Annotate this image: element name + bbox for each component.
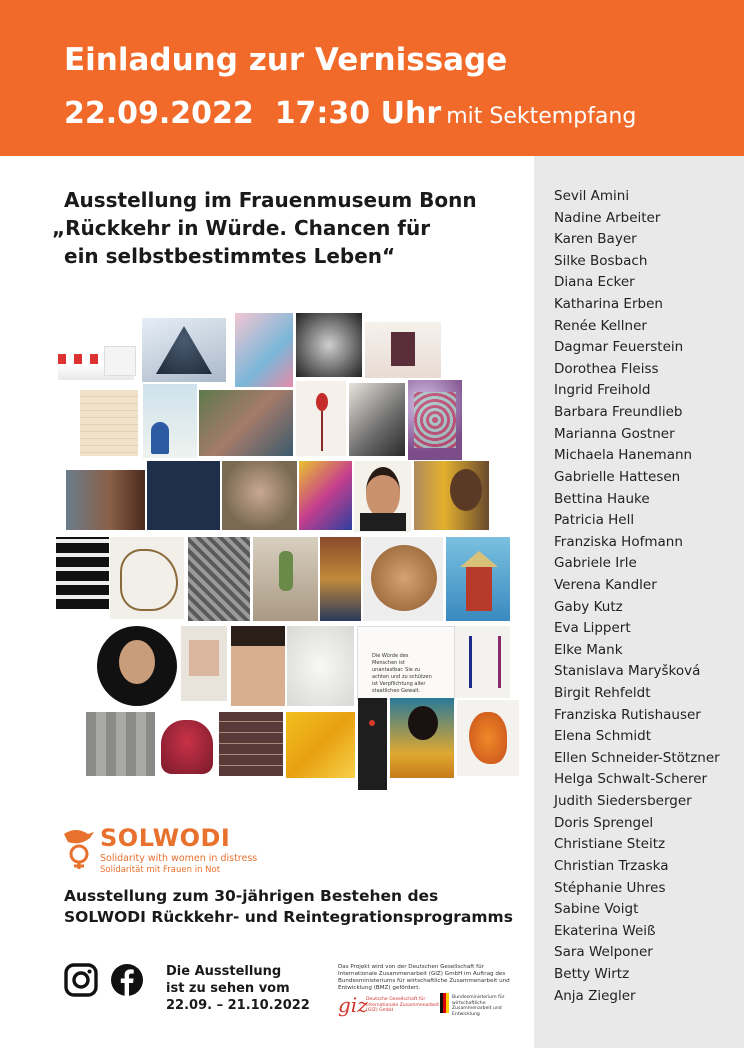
artwork-tile	[286, 712, 355, 778]
artwork-inscription: Die Würde des Menschen ist unantastbar. Sie zu achten und zu schützen ist Verpflichtung aller staatlichen Gewalt.	[372, 653, 432, 694]
solwodi-emblem-icon	[60, 824, 98, 870]
artwork-tile	[287, 626, 354, 706]
giz-wordmark: giz	[338, 993, 368, 1017]
artist-name: Gabriele Irle	[554, 555, 637, 572]
artist-name: Betty Wirtz	[554, 965, 630, 982]
exhibition-heading	[52, 186, 477, 270]
exhibition-line-1: Ausstellung im Frauenmuseum Bonn	[64, 188, 477, 212]
artist-name: Dorothea Fleiss	[554, 360, 659, 377]
artist-name: Karen Bayer	[554, 231, 637, 248]
logo-tagline-de: Solidarität mit Frauen in Not	[100, 865, 221, 875]
artist-name: Christiane Steitz	[554, 836, 666, 853]
artwork-tile	[231, 626, 285, 706]
artist-name: Verena Kandler	[554, 576, 657, 593]
event-date-line	[64, 96, 636, 131]
artist-name: Katharina Erben	[554, 296, 663, 313]
artist-name: Stéphanie Uhres	[554, 879, 666, 896]
artist-name: Sabine Voigt	[554, 901, 639, 918]
artist-name: Eva Lippert	[554, 620, 631, 637]
artwork-tile	[235, 313, 293, 387]
artwork-tile	[66, 470, 145, 530]
artwork-tile	[199, 390, 293, 456]
artwork-tile	[56, 537, 109, 609]
artist-name: Silke Bosbach	[554, 252, 648, 269]
artwork-tile	[253, 537, 318, 621]
artist-name: Birgit Rehfeldt	[554, 685, 651, 702]
artwork-tile	[446, 537, 510, 621]
header-banner	[0, 0, 744, 156]
exhibition-line-3: ein selbstbestimmtes Leben“	[64, 244, 396, 268]
artwork-tile	[143, 384, 197, 458]
artwork-tile	[222, 461, 297, 530]
artist-name: Bettina Hauke	[554, 490, 650, 507]
artwork-tile	[97, 626, 177, 706]
artwork-tile	[408, 380, 462, 460]
artist-name: Judith Siedersberger	[554, 793, 692, 810]
facebook-icon[interactable]	[110, 963, 144, 997]
artist-name: Nadine Arbeiter	[554, 209, 661, 226]
artwork-tile	[320, 537, 361, 621]
artwork-tile	[390, 698, 454, 778]
artwork-tile	[80, 390, 138, 456]
artist-name: Barbara Freundlieb	[554, 404, 683, 421]
artist-name: Michaela Hanemann	[554, 447, 693, 464]
logo-wordmark: SOLWODI	[100, 824, 231, 852]
artwork-tile	[354, 461, 411, 532]
invitation-title: Einladung zur Vernissage	[64, 42, 508, 78]
instagram-icon[interactable]	[64, 963, 98, 997]
artist-name: Patricia Hell	[554, 512, 635, 529]
artwork-tile	[357, 626, 455, 700]
artwork-tile	[299, 461, 352, 530]
artist-name: Stanislava Maryšková	[554, 663, 701, 680]
artist-name: Doris Sprengel	[554, 814, 654, 831]
dates-line-3: 22.09. – 21.10.2022	[166, 998, 310, 1013]
artwork-tile	[110, 537, 184, 619]
artwork-tile	[349, 383, 405, 456]
anniversary-line-1: Ausstellung zum 30-jährigen Bestehen des	[64, 887, 439, 905]
artist-name: Renée Kellner	[554, 317, 647, 334]
artwork-tile	[188, 537, 250, 621]
artist-name: Elke Mank	[554, 641, 623, 658]
artwork-tile	[296, 381, 346, 456]
artist-name: Dagmar Feuerstein	[554, 339, 684, 356]
solwodi-logo	[60, 820, 320, 875]
artist-name: Sevil Amini	[554, 188, 630, 204]
event-extra: mit Sektempfang	[446, 104, 637, 129]
anniversary-line-2: SOLWODI Rückkehr- und Reintegrationsprogramms	[64, 908, 513, 926]
artwork-tile	[455, 626, 510, 698]
artist-name: Gabrielle Hattesen	[554, 468, 681, 485]
artist-name: Anja Ziegler	[554, 987, 636, 1004]
artist-name: Ellen Schneider-Stötzner	[554, 749, 720, 766]
artwork-tile	[457, 700, 519, 776]
artist-name: Ingrid Freihold	[554, 382, 651, 399]
artwork-tile	[157, 712, 217, 778]
artist-name: Elena Schmidt	[554, 728, 652, 745]
artwork-tile	[58, 340, 134, 380]
artist-name: Ekaterina Weiß	[554, 922, 656, 939]
artist-name: Diana Ecker	[554, 274, 635, 291]
artwork-tile	[358, 698, 387, 790]
event-time: 17:30 Uhr	[274, 96, 442, 131]
anniversary-text	[64, 886, 513, 928]
dates-line-1: Die Ausstellung	[166, 964, 282, 979]
artist-name: Franziska Rutishauser	[554, 706, 701, 723]
dates-line-2: ist zu sehen vom	[166, 981, 290, 996]
artwork-tile	[365, 322, 441, 378]
artwork-tile	[86, 712, 155, 776]
artwork-tile	[147, 461, 220, 530]
event-date: 22.09.2022	[64, 96, 254, 131]
artist-name: Christian Trzaska	[554, 857, 669, 874]
artist-name: Sara Welponer	[554, 944, 653, 961]
logo-tagline-en: Solidarity with women in distress	[100, 853, 258, 864]
exhibition-line-2: „Rückkehr in Würde. Chancen für	[52, 216, 431, 240]
artwork-tile	[142, 318, 226, 382]
german-flag-icon	[440, 993, 450, 1013]
artist-name: Franziska Hofmann	[554, 533, 683, 550]
bmz-name: Bundesministerium für wirtschaftliche Zusammenarbeit und Entwicklung	[452, 995, 505, 1017]
funding-note: Das Projekt wird von der Deutschen Gesellschaft für Internationale Zusammenarbeit (GIZ) GmbH im Auftrag des Bundesministeriums für wirtschaftliche Zusammenarbeit und Entwicklung (BMZ) gefördert.	[338, 964, 510, 991]
artist-name: Marianna Gostner	[554, 425, 675, 442]
artwork-tile	[363, 537, 443, 621]
artwork-tile	[414, 461, 489, 530]
artist-name: Helga Schwalt-Scherer	[554, 771, 708, 788]
giz-name: Deutsche Gesellschaft für Internationale Zusammenarbeit (GIZ) GmbH	[366, 997, 440, 1013]
artwork-tile	[219, 712, 283, 776]
exhibition-dates	[166, 963, 310, 1014]
artwork-tile	[296, 313, 362, 377]
artwork-tile	[181, 626, 227, 701]
artist-name: Gaby Kutz	[554, 598, 623, 615]
artist-list	[554, 186, 720, 1007]
